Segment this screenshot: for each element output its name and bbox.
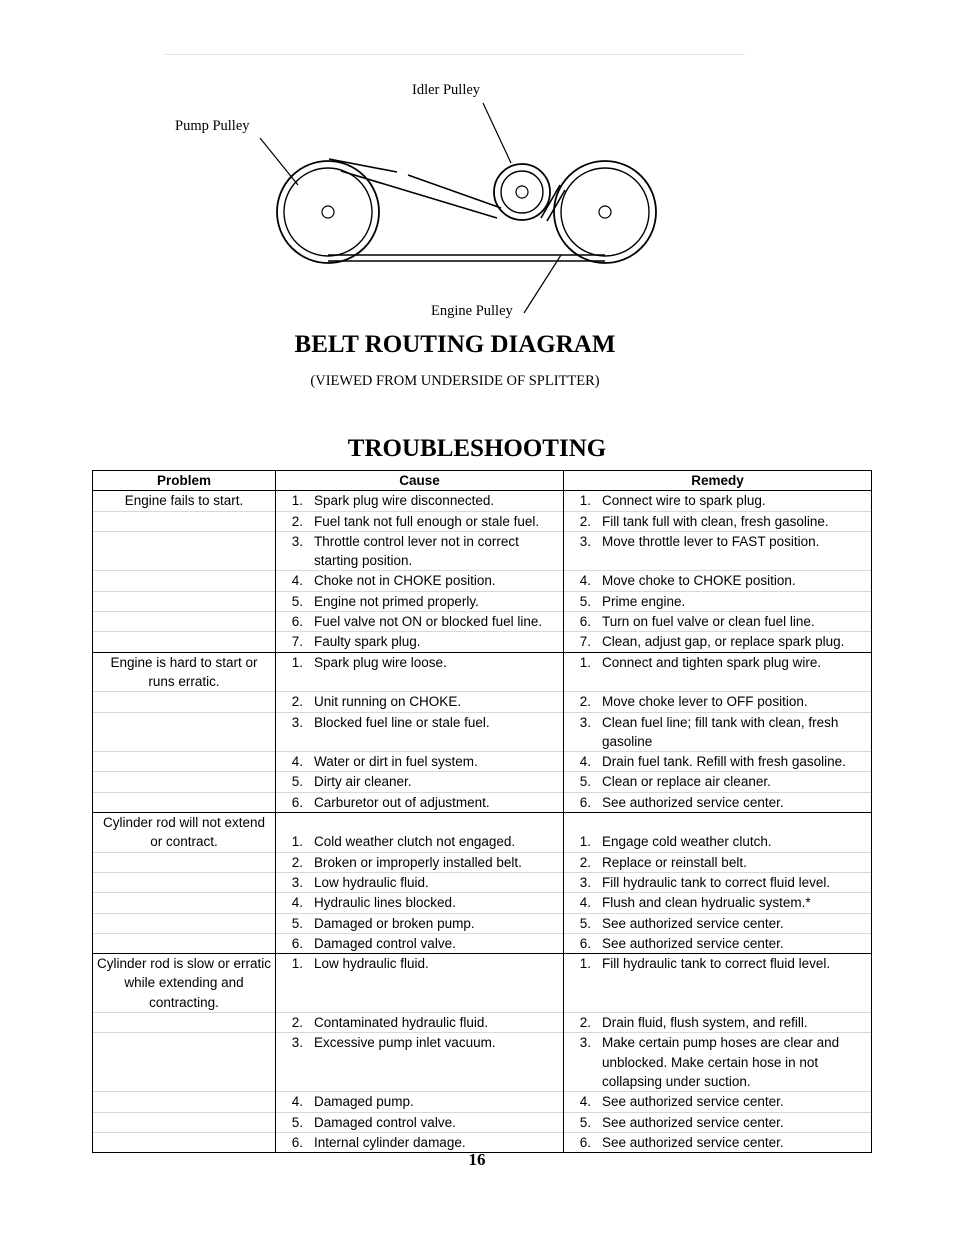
table-row	[93, 752, 872, 772]
problem-cell	[93, 813, 276, 853]
cause-item	[278, 653, 561, 672]
item-number: 5.	[291, 593, 303, 609]
table-row	[93, 813, 872, 853]
table-body	[93, 491, 872, 1153]
problem-cell	[93, 954, 276, 1013]
cause-item	[278, 1013, 561, 1032]
item-number: 5.	[291, 774, 303, 790]
item-number: 3.	[579, 874, 591, 890]
table-row	[93, 491, 872, 511]
cause-item	[278, 713, 561, 732]
cause-item	[278, 532, 561, 571]
problem-cell	[93, 591, 276, 611]
remedy-cell	[564, 913, 872, 933]
item-number: 5.	[579, 1114, 591, 1130]
item-number: 6.	[579, 614, 591, 630]
item-text: Damaged control valve.	[314, 1114, 456, 1130]
remedy-item	[566, 914, 869, 933]
item-text: Carburetor out of adjustment.	[314, 794, 490, 810]
problem-cell	[93, 772, 276, 792]
remedy-item	[566, 954, 869, 973]
item-number: 3.	[579, 1035, 591, 1051]
problem-cell	[93, 1092, 276, 1112]
cause-item	[278, 793, 561, 812]
column-header-remedy: Remedy	[564, 471, 872, 491]
item-number: 6.	[579, 935, 591, 951]
diagram-subtitle: (VIEWED FROM UNDERSIDE OF SPLITTER)	[310, 373, 600, 389]
remedy-item	[566, 1033, 869, 1091]
item-number: 3.	[291, 714, 303, 730]
cause-item	[278, 512, 561, 531]
problem-cell	[93, 692, 276, 712]
troubleshooting-title: TROUBLESHOOTING	[347, 435, 607, 462]
problem-cell	[93, 491, 276, 511]
cause-cell	[276, 591, 564, 611]
remedy-item	[566, 752, 869, 771]
item-text: Damaged pump.	[314, 1094, 414, 1110]
remedy-cell	[564, 1013, 872, 1033]
column-header-problem: Problem	[93, 471, 276, 491]
problem-text: Engine fails to start.	[124, 493, 244, 509]
item-number: 6.	[291, 935, 303, 951]
cause-cell	[276, 692, 564, 712]
cause-item	[278, 692, 561, 711]
table-row	[93, 772, 872, 792]
cause-cell	[276, 1033, 564, 1092]
table-row	[93, 712, 872, 752]
item-text: Broken or improperly installed belt.	[314, 854, 522, 870]
item-text: Connect wire to spark plug.	[602, 493, 766, 509]
item-text: Fill hydraulic tank to correct fluid level.	[602, 956, 831, 972]
cause-item	[278, 1113, 561, 1132]
engine-pulley	[554, 161, 656, 263]
item-text: Move choke to CHOKE position.	[602, 573, 796, 589]
item-text: Engage cold weather clutch.	[602, 834, 772, 850]
item-text: Turn on fuel valve or clean fuel line.	[602, 614, 815, 630]
remedy-item	[566, 772, 869, 791]
item-number: 3.	[579, 714, 591, 730]
item-text: Clean, adjust gap, or replace spark plug.	[602, 634, 845, 650]
remedy-cell	[564, 813, 872, 853]
item-number: 4.	[291, 573, 303, 589]
item-number: 2.	[579, 854, 591, 870]
item-text: See authorized service center.	[602, 915, 784, 931]
remedy-item	[566, 612, 869, 631]
remedy-cell	[564, 933, 872, 953]
item-text: Fuel tank not full enough or stale fuel.	[314, 513, 540, 529]
remedy-item	[566, 571, 869, 590]
item-number: 2.	[291, 694, 303, 710]
problem-cell	[93, 571, 276, 591]
item-number: 5.	[291, 915, 303, 931]
remedy-item	[566, 653, 869, 672]
item-text: Engine not primed properly.	[314, 593, 479, 609]
idler-pulley-label: Idler Pulley	[412, 82, 481, 98]
cause-cell	[276, 1112, 564, 1132]
item-number: 6.	[291, 614, 303, 630]
item-number: 4.	[291, 754, 303, 770]
problem-cell	[93, 511, 276, 531]
remedy-cell	[564, 872, 872, 892]
table-row	[93, 571, 872, 591]
remedy-item	[566, 532, 869, 551]
table-row	[93, 872, 872, 892]
cause-cell	[276, 531, 564, 571]
table-row	[93, 511, 872, 531]
item-text: Unit running on CHOKE.	[314, 694, 462, 710]
problem-cell	[93, 893, 276, 913]
item-number: 2.	[579, 694, 591, 710]
item-number: 1.	[579, 834, 591, 850]
item-text: Choke not in CHOKE position.	[314, 573, 496, 589]
pump-pulley-label: Pump Pulley	[175, 118, 250, 134]
problem-cell	[93, 852, 276, 872]
item-number: 5.	[291, 1114, 303, 1130]
table-row	[93, 652, 872, 692]
remedy-item	[566, 934, 869, 953]
item-number: 1.	[579, 493, 591, 509]
item-number: 5.	[579, 774, 591, 790]
item-text: Internal cylinder damage.	[314, 1134, 466, 1150]
problem-cell	[93, 632, 276, 652]
remedy-cell	[564, 893, 872, 913]
item-number: 4.	[291, 1094, 303, 1110]
item-number: 2.	[291, 854, 303, 870]
cause-cell	[276, 511, 564, 531]
cause-cell	[276, 852, 564, 872]
remedy-item	[566, 1013, 869, 1032]
problem-cell	[93, 712, 276, 752]
item-number: 3.	[579, 533, 591, 549]
item-number: 3.	[291, 533, 303, 549]
table-row	[93, 1112, 872, 1132]
table-row	[93, 913, 872, 933]
remedy-item	[566, 692, 869, 711]
remedy-cell	[564, 1092, 872, 1112]
remedy-cell	[564, 632, 872, 652]
item-text: Clean fuel line; fill tank with clean, fresh gasoline	[602, 714, 839, 749]
item-text: Move throttle lever to FAST position.	[602, 533, 820, 549]
table-row	[93, 954, 872, 1013]
remedy-cell	[564, 1033, 872, 1092]
item-number: 1.	[291, 654, 303, 670]
table-row	[93, 612, 872, 632]
idler-pulley	[494, 164, 550, 220]
cause-cell	[276, 632, 564, 652]
item-text: Replace or reinstall belt.	[602, 854, 747, 870]
remedy-cell	[564, 954, 872, 1013]
remedy-item	[566, 713, 869, 752]
item-text: Damaged control valve.	[314, 935, 456, 951]
cause-cell	[276, 893, 564, 913]
item-text: Dirty air cleaner.	[314, 774, 412, 790]
diagram-title: BELT ROUTING DIAGRAM	[294, 331, 616, 358]
cause-item	[278, 612, 561, 631]
cause-item	[278, 632, 561, 651]
item-text: Cold weather clutch not engaged.	[314, 834, 516, 850]
item-number: 2.	[291, 1015, 303, 1031]
item-text: Spark plug wire loose.	[314, 654, 447, 670]
cause-item	[278, 954, 561, 973]
remedy-cell	[564, 1112, 872, 1132]
cause-cell	[276, 913, 564, 933]
problem-text: Engine is hard to start or runs erratic.	[110, 654, 258, 689]
item-number: 1.	[291, 834, 303, 850]
cause-item	[278, 873, 561, 892]
remedy-item	[566, 491, 869, 510]
item-number: 4.	[579, 1094, 591, 1110]
item-number: 2.	[579, 1015, 591, 1031]
remedy-item	[566, 893, 869, 912]
item-text: Drain fuel tank. Refill with fresh gasoline.	[602, 754, 846, 770]
item-number: 2.	[579, 513, 591, 529]
cause-item	[278, 772, 561, 791]
cause-cell	[276, 933, 564, 953]
item-text: Damaged or broken pump.	[314, 915, 475, 931]
table-row	[93, 632, 872, 652]
remedy-cell	[564, 491, 872, 511]
cause-item	[278, 832, 561, 851]
table-row	[93, 893, 872, 913]
belt-routing-drawing	[165, 55, 745, 427]
item-text: Connect and tighten spark plug wire.	[602, 654, 822, 670]
item-number: 1.	[579, 956, 591, 972]
remedy-cell	[564, 612, 872, 632]
cause-item	[278, 934, 561, 953]
remedy-item	[566, 793, 869, 812]
troubleshooting-table	[92, 470, 872, 1153]
problem-cell	[93, 872, 276, 892]
remedy-item	[566, 632, 869, 651]
problem-text: Cylinder rod will not extend or contract.	[102, 815, 266, 850]
problem-cell	[93, 612, 276, 632]
cause-cell	[276, 813, 564, 853]
remedy-cell	[564, 571, 872, 591]
item-text: Fill tank full with clean, fresh gasoline.	[602, 513, 829, 529]
item-number: 6.	[579, 1134, 591, 1150]
cause-cell	[276, 752, 564, 772]
item-text: See authorized service center.	[602, 1114, 784, 1130]
remedy-cell	[564, 692, 872, 712]
item-text: Blocked fuel line or stale fuel.	[314, 714, 490, 730]
table-row	[93, 852, 872, 872]
item-text: Contaminated hydraulic fluid.	[314, 1015, 489, 1031]
cause-cell	[276, 792, 564, 812]
item-number: 2.	[291, 513, 303, 529]
problem-text: Cylinder rod is slow or erratic while extending and contracting.	[96, 956, 272, 1010]
engine-pulley-label: Engine Pulley	[431, 303, 513, 319]
cause-item	[278, 1033, 561, 1052]
cause-cell	[276, 1092, 564, 1112]
item-number: 5.	[579, 593, 591, 609]
item-text: Fuel valve not ON or blocked fuel line.	[314, 614, 543, 630]
table-header-row	[93, 471, 872, 491]
cause-item	[278, 914, 561, 933]
item-number: 6.	[579, 794, 591, 810]
cause-item	[278, 571, 561, 590]
remedy-item	[566, 592, 869, 611]
table-row	[93, 692, 872, 712]
table-row	[93, 1013, 872, 1033]
table-row	[93, 531, 872, 571]
item-number: 5.	[579, 915, 591, 931]
problem-cell	[93, 913, 276, 933]
page-number: 16	[468, 1150, 486, 1169]
item-number: 6.	[291, 1134, 303, 1150]
item-text: Faulty spark plug.	[314, 634, 421, 650]
cause-cell	[276, 954, 564, 1013]
remedy-item	[566, 853, 869, 872]
item-number: 1.	[579, 654, 591, 670]
cause-cell	[276, 571, 564, 591]
item-text: Clean or replace air cleaner.	[602, 774, 771, 790]
cause-item	[278, 592, 561, 611]
remedy-cell	[564, 652, 872, 692]
table-row	[93, 792, 872, 812]
problem-cell	[93, 1013, 276, 1033]
item-text: Water or dirt in fuel system.	[314, 754, 478, 770]
remedy-item	[566, 832, 869, 851]
remedy-item	[566, 512, 869, 531]
cause-cell	[276, 1013, 564, 1033]
cause-cell	[276, 491, 564, 511]
belt-routing-diagram	[165, 54, 745, 427]
problem-cell	[93, 531, 276, 571]
remedy-cell	[564, 511, 872, 531]
cause-item	[278, 491, 561, 510]
item-text: Fill hydraulic tank to correct fluid level.	[602, 874, 831, 890]
cause-cell	[276, 712, 564, 752]
remedy-cell	[564, 772, 872, 792]
item-text: Low hydraulic fluid.	[314, 874, 429, 890]
item-number: 1.	[291, 956, 303, 972]
remedy-cell	[564, 752, 872, 772]
remedy-item	[566, 873, 869, 892]
item-text: Throttle control lever not in correct starting position.	[314, 533, 519, 569]
remedy-cell	[564, 792, 872, 812]
item-text: See authorized service center.	[602, 935, 784, 951]
item-text: Prime engine.	[602, 593, 686, 609]
remedy-cell	[564, 852, 872, 872]
item-text: Excessive pump inlet vacuum.	[314, 1035, 496, 1051]
problem-cell	[93, 1112, 276, 1132]
belt	[328, 159, 605, 261]
cause-item	[278, 1092, 561, 1111]
item-number: 4.	[579, 754, 591, 770]
item-number: 6.	[291, 794, 303, 810]
pump-pulley	[277, 161, 379, 263]
item-number: 3.	[291, 1035, 303, 1051]
problem-cell	[93, 752, 276, 772]
item-number: 4.	[291, 895, 303, 911]
item-number: 4.	[579, 895, 591, 911]
item-text: Hydraulic lines blocked.	[314, 895, 456, 911]
problem-cell	[93, 792, 276, 812]
remedy-item	[566, 1092, 869, 1111]
cause-item	[278, 893, 561, 912]
item-text: See authorized service center.	[602, 1134, 784, 1150]
column-header-cause: Cause	[276, 471, 564, 491]
item-number: 3.	[291, 874, 303, 890]
table-row	[93, 1092, 872, 1112]
item-number: 7.	[291, 634, 303, 650]
cause-item	[278, 752, 561, 771]
item-text: See authorized service center.	[602, 1094, 784, 1110]
remedy-item	[566, 1113, 869, 1132]
table-row	[93, 933, 872, 953]
item-text: Spark plug wire disconnected.	[314, 493, 495, 509]
item-text: Flush and clean hydrualic system.*	[602, 895, 811, 911]
item-text: Move choke lever to OFF position.	[602, 694, 808, 710]
item-number: 1.	[291, 493, 303, 509]
table-row	[93, 591, 872, 611]
problem-cell	[93, 652, 276, 692]
remedy-cell	[564, 712, 872, 752]
item-text: Drain fluid, flush system, and refill.	[602, 1015, 808, 1031]
item-text: Low hydraulic fluid.	[314, 956, 429, 972]
item-text: See authorized service center.	[602, 794, 784, 810]
item-number: 4.	[579, 573, 591, 589]
problem-cell	[93, 933, 276, 953]
table-row	[93, 1033, 872, 1092]
cause-cell	[276, 772, 564, 792]
cause-cell	[276, 872, 564, 892]
item-text: Make certain pump hoses are clear and unblocked. Make certain hose in not collapsing under suction.	[602, 1035, 840, 1089]
cause-cell	[276, 612, 564, 632]
problem-cell	[93, 1033, 276, 1092]
cause-item	[278, 853, 561, 872]
leader-lines	[260, 103, 561, 313]
remedy-cell	[564, 531, 872, 571]
item-number: 7.	[579, 634, 591, 650]
cause-cell	[276, 652, 564, 692]
remedy-cell	[564, 591, 872, 611]
